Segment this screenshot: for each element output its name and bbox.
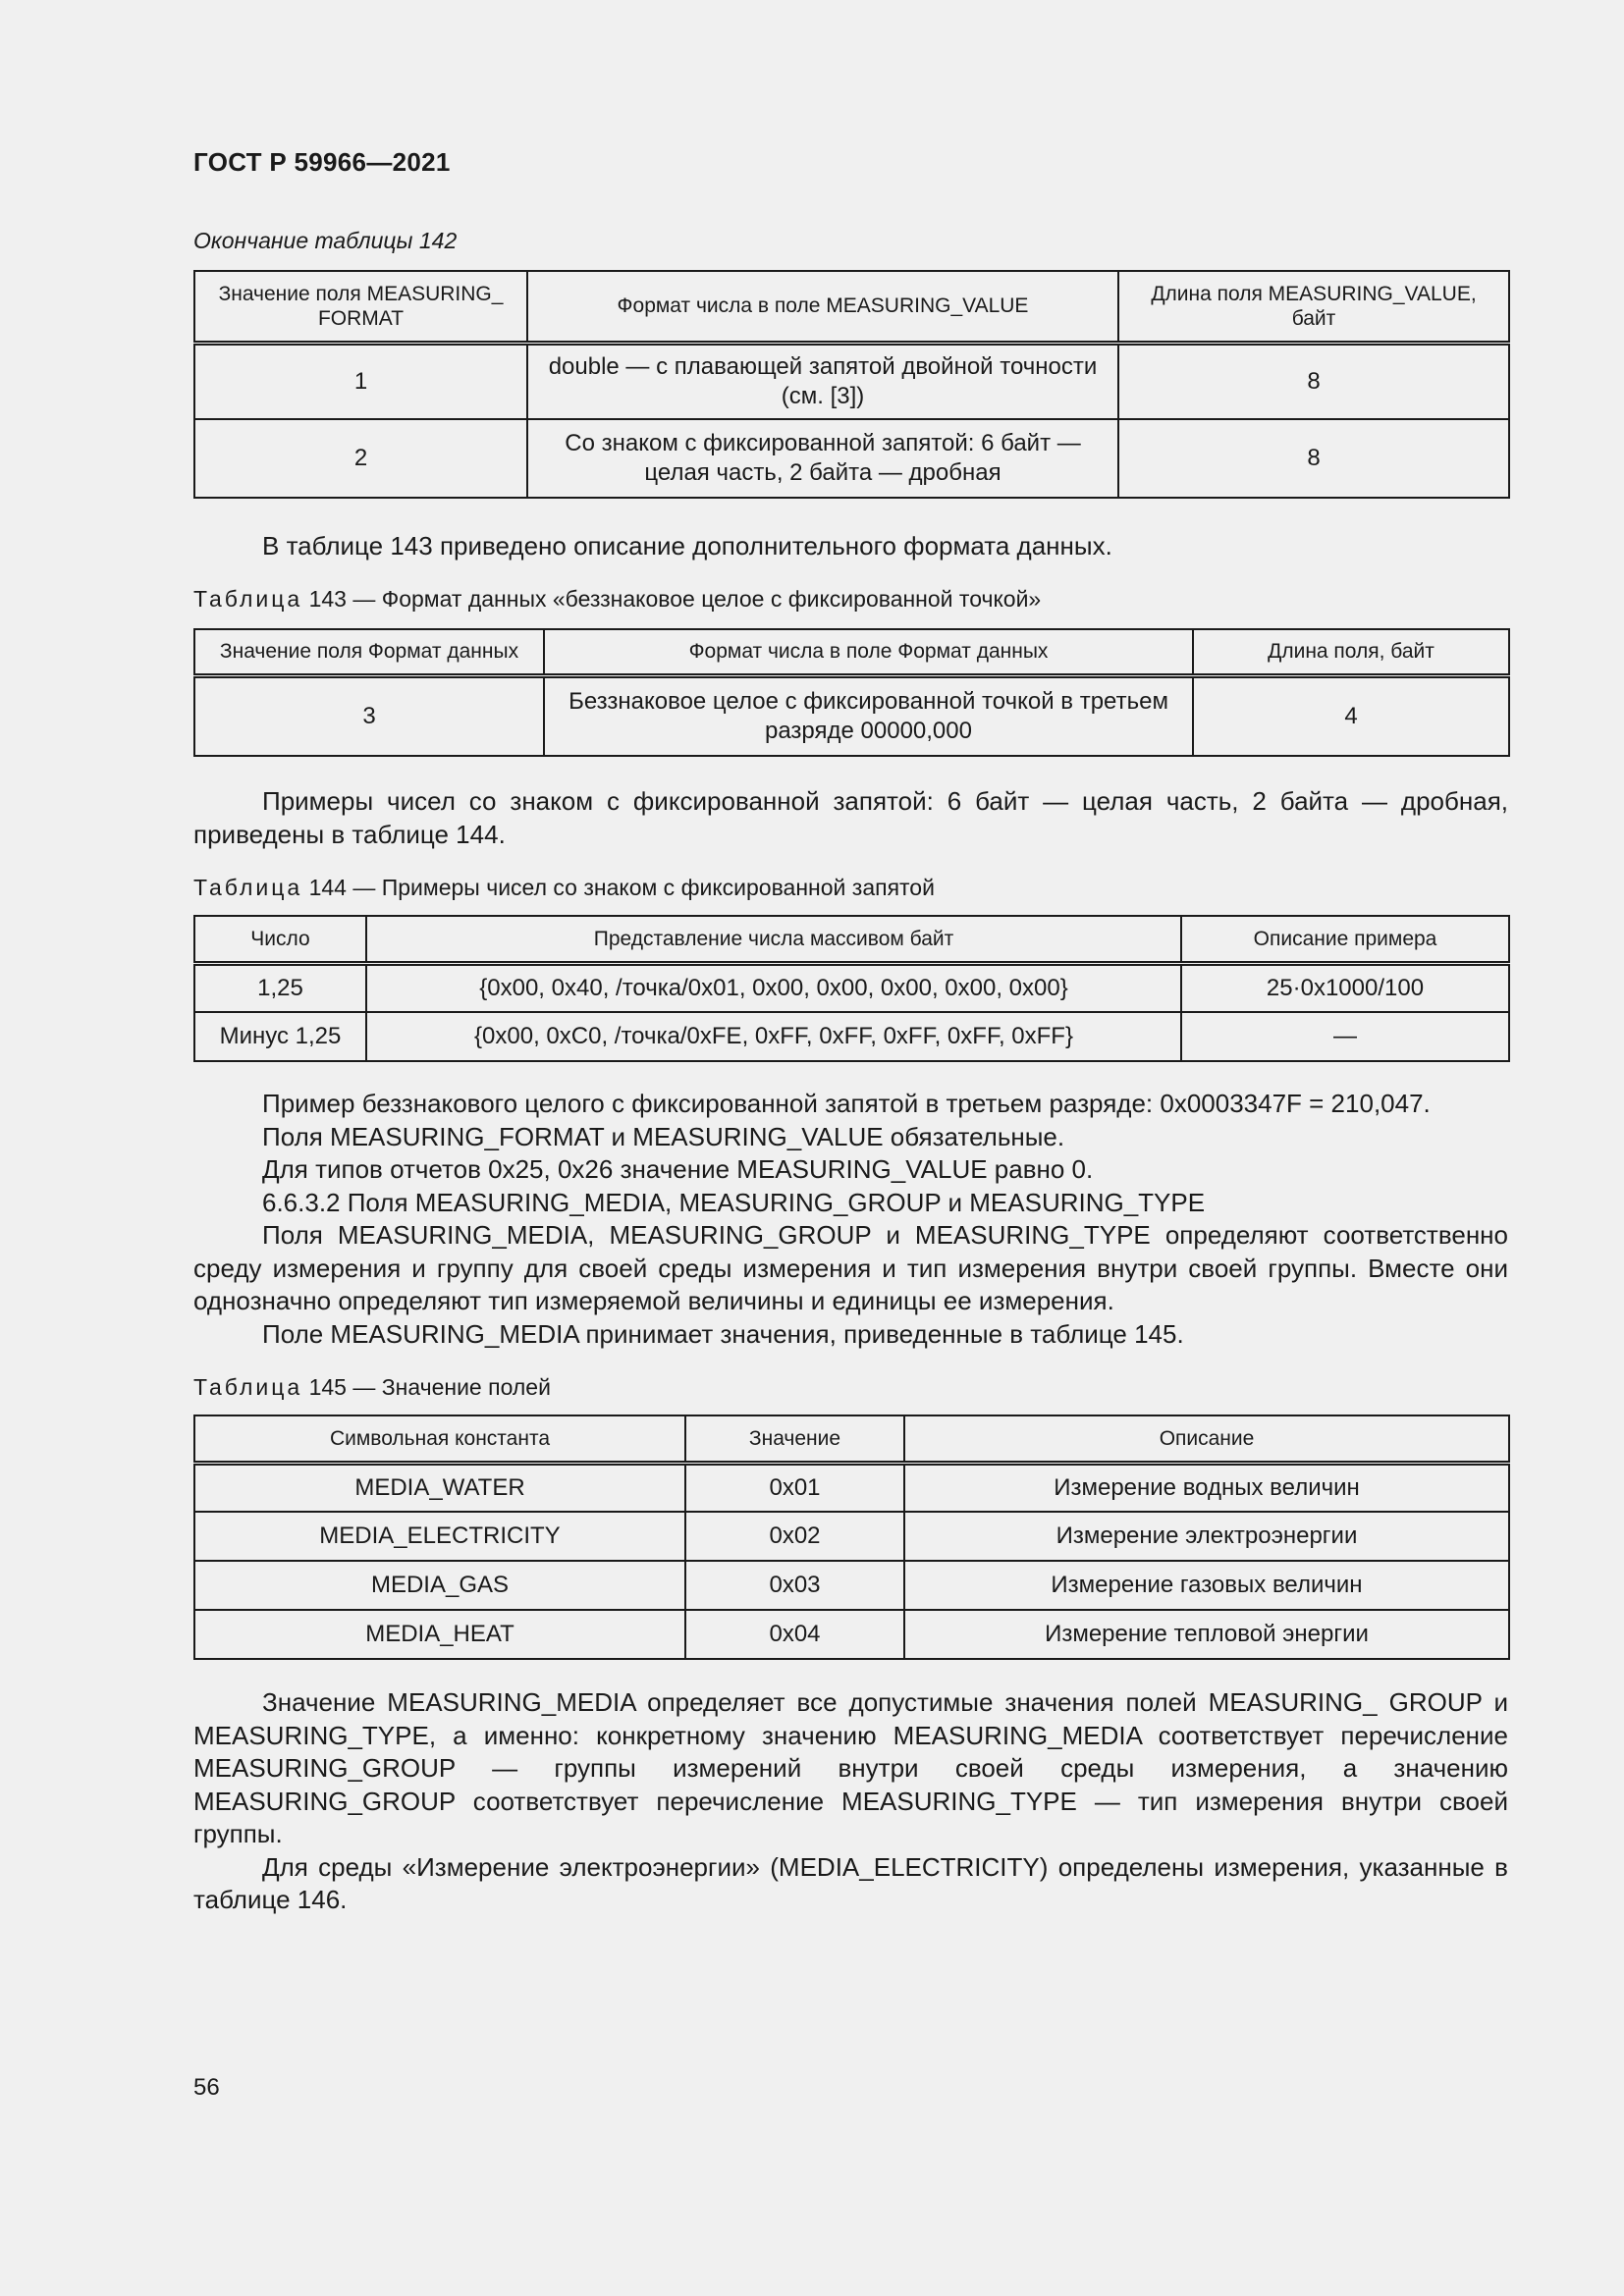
paragraph-text: В таблице 143 приведено описание дополнительного формата данных. (262, 531, 1112, 561)
table-142-caption: Окончание таблицы 142 (193, 228, 458, 253)
table-144-caption (193, 875, 935, 901)
table-row (194, 343, 1509, 419)
table-cell: MEDIA_WATER (194, 1463, 685, 1512)
paragraph-text: Для типов отчетов 0x25, 0x26 значение MEASURING_VALUE равно 0. (262, 1154, 1094, 1184)
paragraph (193, 530, 1508, 563)
table-cell: 2 (194, 419, 527, 498)
paragraph-text: Поле MEASURING_MEDIA принимает значения, приведенные в таблице 145. (262, 1318, 1184, 1349)
table-cell: Со знаком с фиксированной запятой: 6 байт — целая часть, 2 байта — дробная (527, 419, 1118, 498)
table-cell: 3 (194, 675, 544, 756)
section-heading: 6.6.3.2 Поля MEASURING_MEDIA, MEASURING_GROUP и MEASURING_TYPE (262, 1187, 1206, 1217)
table-row (194, 1561, 1509, 1610)
table-cell: 0x02 (685, 1512, 904, 1561)
table-142-header: Значение поля MEASURING_ FORMAT (194, 271, 527, 343)
paragraph-text: Поля MEASURING_MEDIA, MEASURING_GROUP и MEASURING_TYPE определяют соответственно среду измерения и группу для своей среды измерения и тип измерения внутри своей группы. Вместе они однозначно определяют тип измеряемой величины и единицы ее измерения. (193, 1220, 1508, 1315)
table-row (194, 1012, 1509, 1061)
table-cell: {0x00, 0xC0, /точка/0xFE, 0xFF, 0xFF, 0xFF, 0xFF, 0xFF} (366, 1012, 1181, 1061)
table-row (194, 1512, 1509, 1561)
table-row (194, 419, 1509, 498)
table-cell: 25·0x1000/100 (1181, 963, 1509, 1012)
paragraph-text: Значение MEASURING_MEDIA определяет все допустимые значения полей MEASURING_ GROUP и MEASURING_TYPE, а именно: конкретному значению MEASURING_MEDIA соответствует перечисление MEASURING_GROUP — группы измерений внутри своей среды измерения, а значению MEASURING_GROUP соответствует перечисление MEASURING_TYPE — тип измерения внутри своей группы. (193, 1687, 1508, 1848)
table-word: Таблица (193, 875, 303, 900)
table-144-header: Число (194, 916, 366, 963)
table-145-header: Символьная константа (194, 1415, 685, 1463)
paragraph-text: Пример беззнакового целого с фиксированной запятой в третьем разряде: 0x0003347F = 210,047. (262, 1089, 1431, 1118)
document-header: ГОСТ Р 59966—2021 (193, 147, 451, 177)
table-143-caption (193, 586, 1041, 613)
paragraph-block (193, 1088, 1508, 1351)
table-word: Таблица (193, 586, 303, 612)
table-cell: — (1181, 1012, 1509, 1061)
table-cell: MEDIA_GAS (194, 1561, 685, 1610)
table-cell: 0x04 (685, 1610, 904, 1659)
table-row (194, 963, 1509, 1012)
table-145-header: Значение (685, 1415, 904, 1463)
table-143-header: Формат числа в поле Формат данных (544, 629, 1193, 675)
table-cell: 0x03 (685, 1561, 904, 1610)
table-145-header: Описание (904, 1415, 1509, 1463)
table-cell: Измерение электроэнергии (904, 1512, 1509, 1561)
table-145-title: 145 — Значение полей (308, 1374, 551, 1400)
paragraph-block (193, 1686, 1508, 1917)
table-cell: double — с плавающей запятой двойной точности (см. [3]) (527, 343, 1118, 419)
table-cell: MEDIA_ELECTRICITY (194, 1512, 685, 1561)
table-cell: 1 (194, 343, 527, 419)
table-143 (193, 628, 1510, 757)
table-142 (193, 270, 1510, 499)
table-144-title: 144 — Примеры чисел со знаком с фиксированной запятой (308, 875, 935, 900)
table-144-header: Представление числа массивом байт (366, 916, 1181, 963)
table-row (194, 675, 1509, 756)
table-cell: 0x01 (685, 1463, 904, 1512)
table-cell: 1,25 (194, 963, 366, 1012)
table-row (194, 1610, 1509, 1659)
table-cell: {0x00, 0x40, /точка/0x01, 0x00, 0x00, 0x00, 0x00, 0x00} (366, 963, 1181, 1012)
table-143-header: Длина поля, байт (1193, 629, 1509, 675)
table-cell: 4 (1193, 675, 1509, 756)
table-145 (193, 1415, 1510, 1660)
table-cell: 8 (1118, 343, 1509, 419)
table-cell: MEDIA_HEAT (194, 1610, 685, 1659)
paragraph-text: Поля MEASURING_FORMAT и MEASURING_VALUE обязательные. (262, 1121, 1065, 1151)
paragraph (193, 785, 1508, 851)
table-144-header: Описание примера (1181, 916, 1509, 963)
table-word: Таблица (193, 1374, 303, 1400)
table-cell: 8 (1118, 419, 1509, 498)
table-142-header: Формат числа в поле MEASURING_VALUE (527, 271, 1118, 343)
page-number: 56 (193, 2074, 220, 2101)
table-144 (193, 915, 1510, 1062)
table-cell: Измерение водных величин (904, 1463, 1509, 1512)
paragraph-text: Для среды «Измерение электроэнергии» (MEDIA_ELECTRICITY) определены измерения, указанные в таблице 146. (193, 1851, 1508, 1914)
table-143-title: 143 — Формат данных «беззнаковое целое с фиксированной точкой» (308, 586, 1042, 612)
table-row (194, 1463, 1509, 1512)
table-cell: Беззнаковое целое с фиксированной точкой в третьем разряде 00000,000 (544, 675, 1193, 756)
paragraph-text: Примеры чисел со знаком с фиксированной запятой: 6 байт — целая часть, 2 байта — дробная, приведены в таблице 144. (193, 786, 1508, 849)
table-142-header: Длина поля MEASURING_VALUE, байт (1118, 271, 1509, 343)
table-145-caption (193, 1374, 551, 1401)
table-cell: Минус 1,25 (194, 1012, 366, 1061)
table-cell: Измерение тепловой энергии (904, 1610, 1509, 1659)
table-cell: Измерение газовых величин (904, 1561, 1509, 1610)
table-143-header: Значение поля Формат данных (194, 629, 544, 675)
